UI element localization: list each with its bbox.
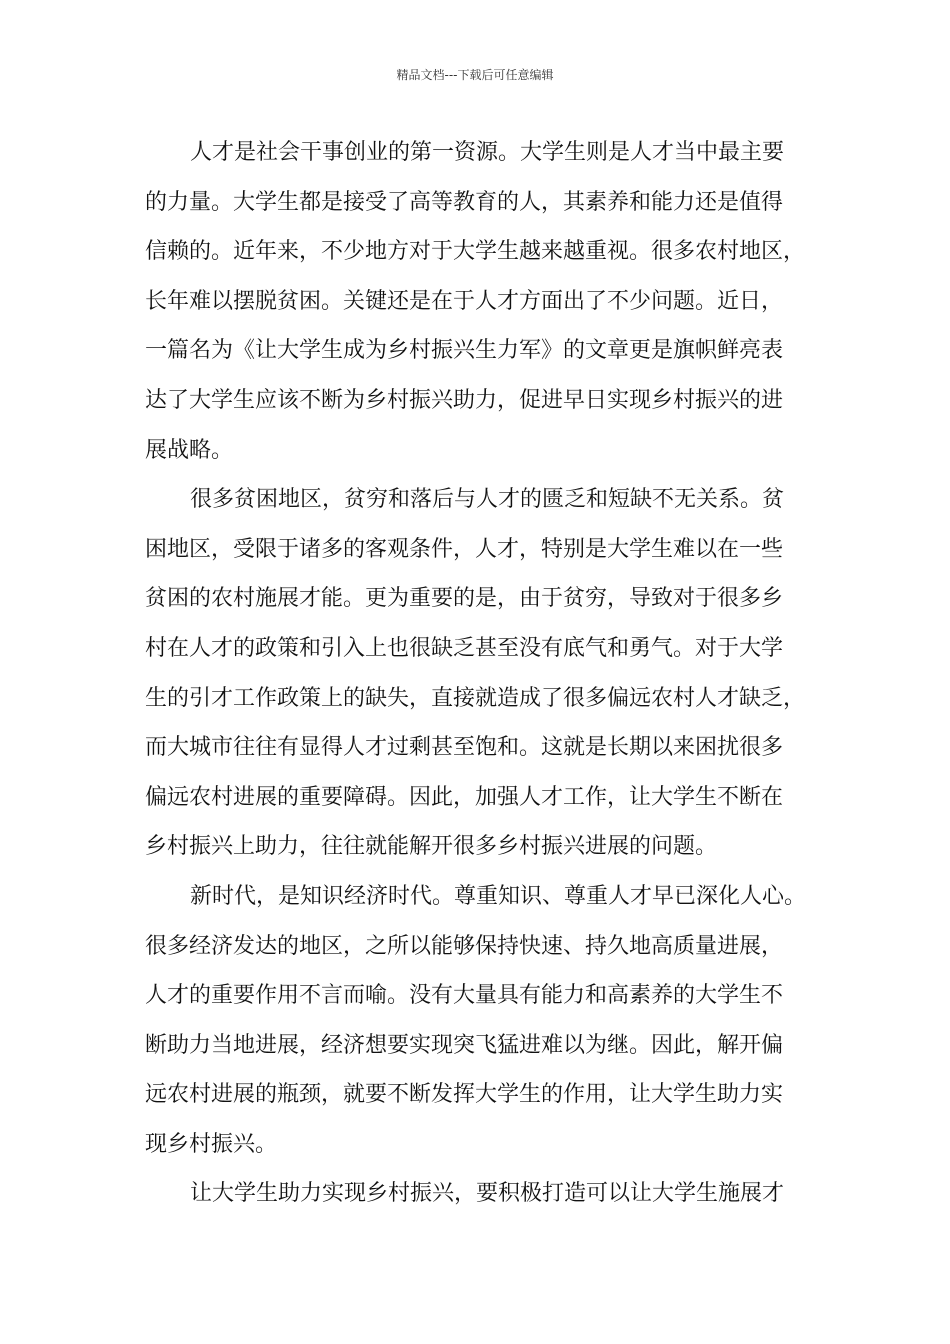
text-line: 信赖的。近年来，不少地方对于大学生越来越重视。很多农村地区， — [145, 239, 806, 265]
paragraph-1 — [145, 128, 810, 475]
paragraph-2 — [145, 475, 810, 872]
text-line: 而大城市往往有显得人才过剩甚至饱和。这就是长期以来困扰很多 — [145, 735, 784, 761]
document-body — [145, 128, 810, 1219]
text-line: 很多经济发达的地区，之所以能够保持快速、持久地高质量进展， — [145, 933, 784, 959]
page-header: 精品文档---下载后可任意编辑 — [396, 68, 554, 82]
text-line: 困地区，受限于诸多的客观条件，人才，特别是大学生难以在一些 — [145, 536, 784, 562]
text-line: 达了大学生应该不断为乡村振兴助力，促进早日实现乡村振兴的进 — [145, 387, 784, 413]
text-line: 偏远农村进展的重要障碍。因此，加强人才工作，让大学生不断在 — [145, 784, 784, 810]
text-line: 乡村振兴上助力，往往就能解开很多乡村振兴进展的问题。 — [145, 834, 718, 860]
text-line: 展战略。 — [145, 437, 234, 463]
text-line: 的力量。大学生都是接受了高等教育的人，其素养和能力还是值得 — [145, 189, 784, 215]
text-line: 现乡村振兴。 — [145, 1131, 278, 1157]
text-line: 让大学生助力实现乡村振兴，要积极打造可以让大学生施展才 — [190, 1181, 785, 1207]
text-line: 远农村进展的瓶颈，就要不断发挥大学生的作用，让大学生助力实 — [145, 1082, 784, 1108]
text-line: 人才的重要作用不言而喻。没有大量具有能力和高素养的大学生不 — [145, 983, 784, 1009]
text-line: 生的引才工作政策上的缺失，直接就造成了很多偏远农村人才缺乏， — [145, 685, 806, 711]
text-line: 断助力当地进展，经济想要实现突飞猛进难以为继。因此，解开偏 — [145, 1032, 784, 1058]
paragraph-4 — [145, 1169, 810, 1219]
paragraph-3 — [145, 872, 810, 1170]
text-line: 人才是社会干事创业的第一资源。大学生则是人才当中最主要 — [190, 140, 785, 165]
text-line: 很多贫困地区，贫穷和落后与人才的匮乏和短缺不无关系。贫 — [190, 487, 785, 513]
text-line: 一篇名为《让大学生成为乡村振兴生力军》的文章更是旗帜鲜亮表 — [145, 338, 784, 364]
text-line: 长年难以摆脱贫困。关键还是在于人才方面出了不少问题。近日， — [145, 288, 784, 314]
text-line: 村在人才的政策和引入上也很缺乏甚至没有底气和勇气。对于大学 — [145, 635, 784, 661]
text-line: 贫困的农村施展才能。更为重要的是，由于贫穷，导致对于很多乡 — [145, 586, 784, 612]
text-line: 新时代，是知识经济时代。尊重知识、尊重人才早已深化人心。 — [190, 883, 807, 909]
